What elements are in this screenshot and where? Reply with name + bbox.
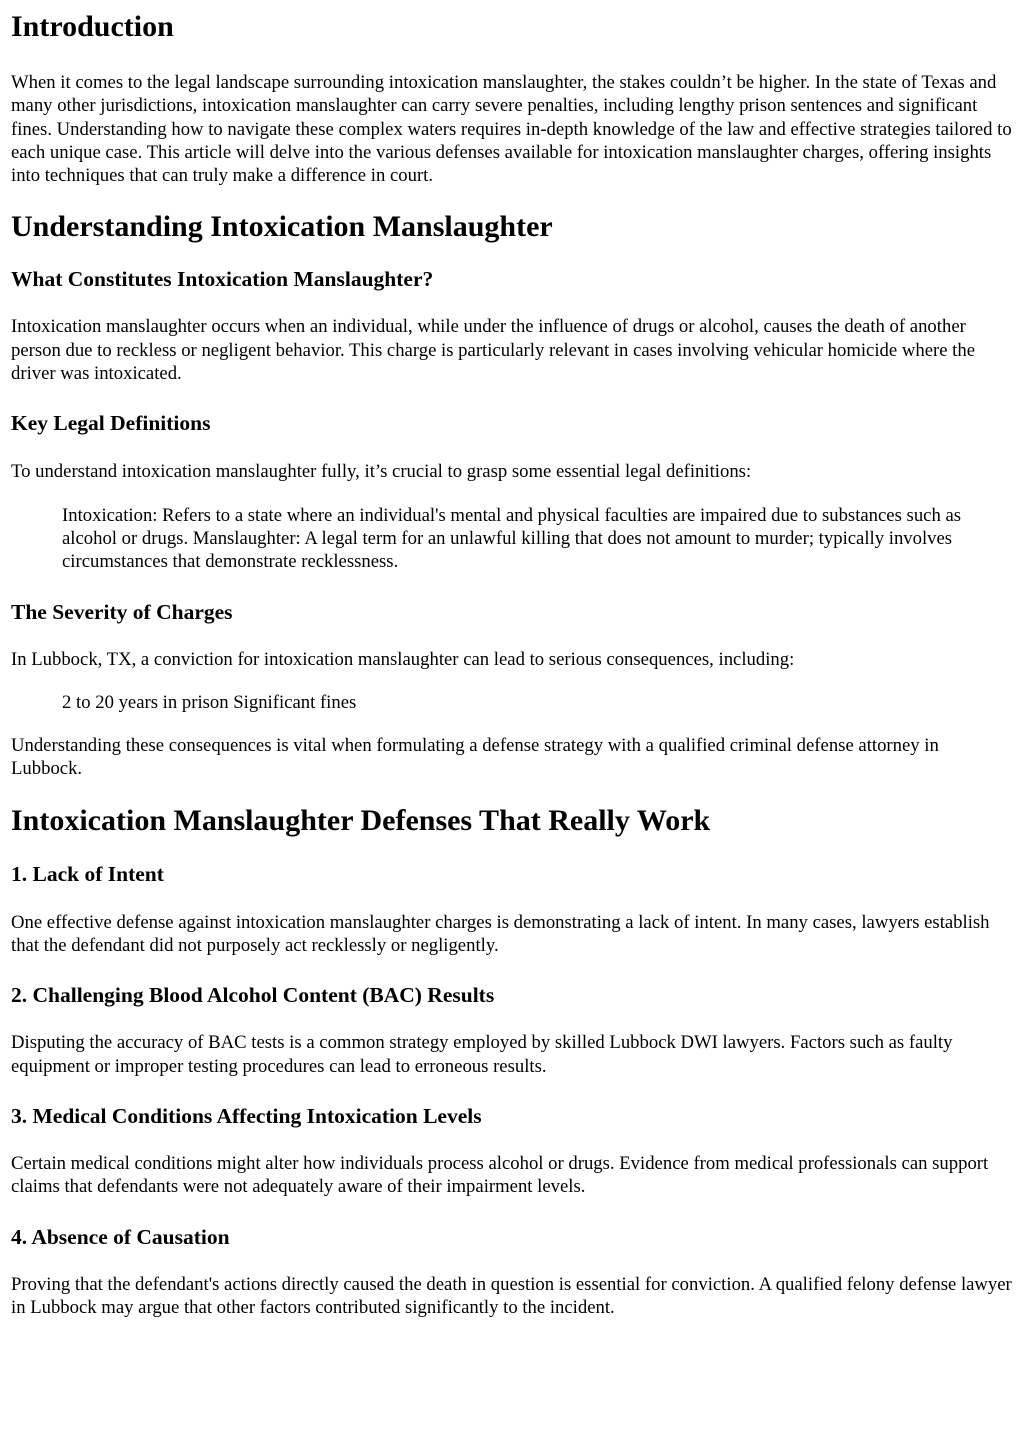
- defense-4-paragraph: Proving that the defendant's actions directly caused the death in question is essential for conviction. A qualified felony defense lawyer in Lubbock may argue that other factors contributed significantly to the incident.: [11, 1273, 1012, 1318]
- intro-heading: Introduction: [11, 10, 174, 43]
- severity-quote: 2 to 20 years in prison Significant fines: [62, 691, 357, 713]
- key-definitions-paragraph: To understand intoxication manslaughter fully, it’s crucial to grasp some essential legal definitions:: [11, 461, 752, 483]
- severity-paragraph: In Lubbock, TX, a conviction for intoxication manslaughter can lead to serious consequences, including:: [11, 648, 795, 670]
- defense-2-paragraph: Disputing the accuracy of BAC tests is a common strategy employed by skilled Lubbock DWI lawyers. Factors such as faulty equipment or improper testing procedures can lead to erroneous results.: [11, 1032, 953, 1077]
- key-definitions-heading: Key Legal Definitions: [11, 411, 211, 436]
- defense-3-paragraph: Certain medical conditions might alter how individuals process alcohol or drugs. Evidence from medical professionals can support claims that defendants were not adequately aware of their impairment levels.: [11, 1152, 989, 1198]
- defense-1-paragraph: One effective defense against intoxication manslaughter charges is demonstrating a lack of intent. In many cases, lawyers establish that the defendant did not purposely act recklessly or negligently.: [11, 911, 990, 957]
- key-definitions-quote: Intoxication: Refers to a state where an individual's mental and physical faculties are impaired due to substances such as alcohol or drugs. Manslaughter: A legal term for an unlawful killing that does not amount to murder; typically involves circumstances that demonstrate recklessness.: [62, 504, 962, 573]
- article-page: [0, 10, 1024, 1319]
- severity-followup-paragraph: Understanding these consequences is vital when formulating a defense strategy with a qualified criminal defense attorney in Lubbock.: [11, 735, 939, 780]
- defense-1-heading: 1. Lack of Intent: [11, 861, 164, 886]
- defense-4-heading: 4. Absence of Causation: [11, 1224, 230, 1249]
- what-constitutes-heading: What Constitutes Intoxication Manslaughter?: [11, 267, 434, 292]
- what-constitutes-paragraph: Intoxication manslaughter occurs when an individual, while under the influence of drugs or alcohol, causes the death of another person due to reckless or negligent behavior. This charge is particularly relevant in cases involving vehicular homicide where the driver was intoxicated.: [11, 316, 976, 385]
- severity-heading: The Severity of Charges: [11, 599, 233, 624]
- intro-paragraph: When it comes to the legal landscape surrounding intoxication manslaughter, the stakes couldn’t be higher. In the state of Texas and many other jurisdictions, intoxication manslaughter can carry severe penalties, including lengthy prison sentences and significant fines. Understanding how to navigate these complex waters requires in-depth knowledge of the law and effective strategies tailored to each unique case. This article will delve into the various defenses available for intoxication manslaughter charges, offering insights into techniques that can truly make a difference in court.: [11, 72, 1012, 187]
- defense-3-heading: 3. Medical Conditions Affecting Intoxication Levels: [11, 1103, 482, 1128]
- understanding-heading: Understanding Intoxication Manslaughter: [11, 210, 553, 244]
- defense-2-heading: 2. Challenging Blood Alcohol Content (BAC) Results: [11, 983, 495, 1008]
- defenses-heading: Intoxication Manslaughter Defenses That Really Work: [11, 803, 711, 837]
